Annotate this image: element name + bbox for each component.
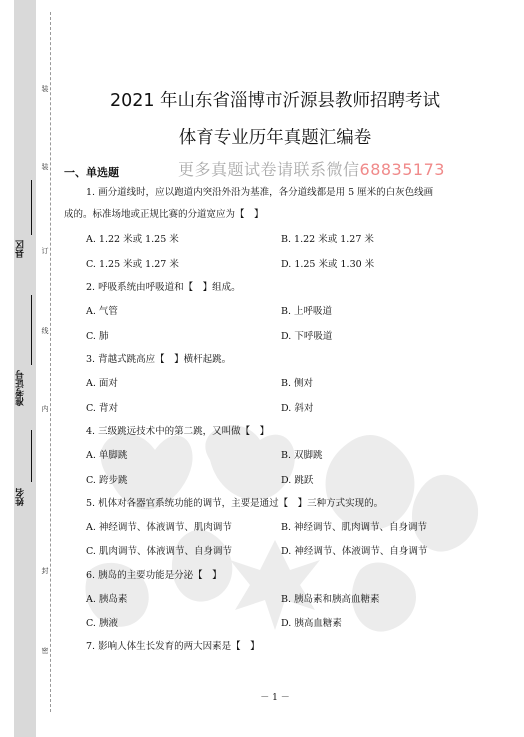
seal-char: 装 <box>41 163 49 171</box>
seal-char: 订 <box>41 247 49 255</box>
question-stem-continuation: 成的。标准场地或正规比赛的分道宽应为【 】 <box>64 209 264 220</box>
name-field-line <box>31 430 32 482</box>
question-stem: 6. 胰岛的主要功能是分泌【 】 <box>86 570 222 581</box>
option-d: D. 1.25 米或 1.30 米 <box>281 259 375 270</box>
seal-char: 装 <box>41 85 49 93</box>
option-d: D. 跳跃 <box>281 475 314 486</box>
exam-page <box>60 0 524 737</box>
promo-watermark <box>178 157 445 180</box>
option-b: B. 侧对 <box>281 378 314 389</box>
county-label: 县区 <box>16 240 26 258</box>
option-b: B. 胰岛素和胰高血糖素 <box>281 594 380 605</box>
option-c: C. 跨步跳 <box>86 475 128 486</box>
section-heading: 一、单选题 <box>64 166 119 179</box>
name-label: 姓名 <box>16 488 26 506</box>
option-a: A. 神经调节、体液调节、肌肉调节 <box>86 522 232 533</box>
seal-char: 内 <box>41 405 49 413</box>
option-a: A. 胰岛素 <box>86 594 128 605</box>
option-c: C. 肺 <box>86 331 109 342</box>
question-stem: 7. 影响人体生长发育的两大因素是【 】 <box>86 641 260 652</box>
option-c: C. 肌肉调节、体液调节、自身调节 <box>86 546 232 557</box>
promo-watermark-text: 更多真题试卷请联系微信 <box>178 160 360 179</box>
exam-title-line1: 2021 年山东省淄博市沂源县教师招聘考试 <box>109 91 441 111</box>
promo-watermark-number: 68835173 <box>359 160 445 179</box>
option-d: D. 神经调节、体液调节、自身调节 <box>281 546 428 557</box>
binding-dashed-line <box>50 12 51 712</box>
question-stem: 2. 呼吸系统由呼吸道和【 】组成。 <box>86 282 241 293</box>
option-c: C. 背对 <box>86 403 118 414</box>
option-b: B. 1.22 米或 1.27 米 <box>281 234 374 245</box>
seal-char: 密 <box>41 647 49 655</box>
exam-number-field-line <box>31 295 32 365</box>
option-a: A. 气管 <box>86 306 118 317</box>
seal-char: 线 <box>41 327 49 335</box>
question-stem: 1. 画分道线时，应以跑道内突沿外沿为基准，各分道线都是用 5 厘米的白灰色线画 <box>86 187 434 198</box>
exam-number-label: 准考证号 <box>16 370 26 406</box>
option-a: A. 1.22 米或 1.25 米 <box>86 234 179 245</box>
question-stem: 3. 背越式跳高应【 】横杆起跳。 <box>86 354 232 365</box>
option-c: C. 1.25 米或 1.27 米 <box>86 259 179 270</box>
question-stem: 5. 机体对各器官系统功能的调节，主要是通过【 】三种方式实现的。 <box>86 498 384 509</box>
question-stem: 4. 三级跳远技术中的第二跳，又叫做【 】 <box>86 426 270 437</box>
option-d: D. 胰高血糖素 <box>281 618 342 629</box>
option-a: A. 单脚跳 <box>86 450 128 461</box>
option-a: A. 面对 <box>86 378 118 389</box>
binding-margin <box>0 0 50 737</box>
exam-title-line2: 体育专业历年真题汇编卷 <box>178 128 372 148</box>
option-d: D. 下呼吸道 <box>281 331 333 342</box>
option-b: B. 神经调节、肌肉调节、自身调节 <box>281 522 428 533</box>
option-d: D. 斜对 <box>281 403 314 414</box>
binding-stripe <box>14 0 36 737</box>
seal-char: 封 <box>41 567 49 575</box>
option-b: B. 双脚跳 <box>281 450 323 461</box>
option-c: C. 胰液 <box>86 618 118 629</box>
county-field-line <box>31 180 32 235</box>
page-number: － 1 － <box>260 693 290 703</box>
option-b: B. 上呼吸道 <box>281 306 333 317</box>
